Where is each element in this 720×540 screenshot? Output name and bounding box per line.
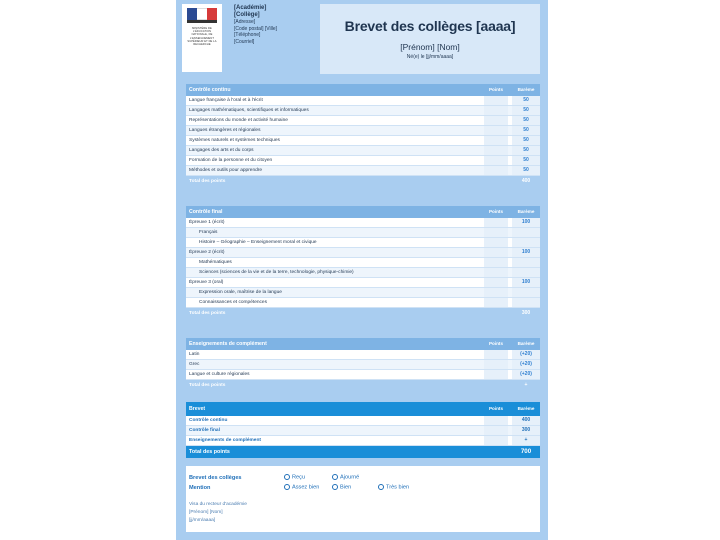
bareme-cell: 50 — [512, 106, 540, 115]
points-cell[interactable] — [484, 126, 508, 135]
row-label: Langues étrangères et régionales — [189, 128, 261, 133]
table-row — [186, 146, 540, 156]
row-label: Connaissances et compétences — [199, 300, 267, 305]
mention-label: Mention — [189, 485, 211, 491]
radio-icon — [378, 484, 384, 490]
row-label: Enseignements de complément — [189, 438, 261, 443]
points-cell[interactable] — [484, 350, 508, 359]
total-label: Total des points — [189, 310, 226, 316]
table-row — [186, 136, 540, 146]
total-row — [186, 446, 540, 458]
table-row — [186, 360, 540, 370]
col-bareme: Barème — [517, 406, 535, 411]
total-bareme: 700 — [520, 448, 532, 455]
bareme-cell: 50 — [512, 96, 540, 105]
bareme-cell — [512, 288, 540, 297]
col-bareme: Barème — [517, 87, 535, 92]
col-points: Points — [488, 406, 504, 411]
table-brevet — [186, 402, 540, 458]
table-row — [186, 238, 540, 248]
points-cell[interactable] — [484, 278, 508, 287]
row-label: Latin — [189, 352, 200, 357]
points-cell[interactable] — [484, 238, 508, 247]
table-header — [186, 206, 540, 218]
row-label: Contrôle final — [189, 428, 220, 433]
points-cell[interactable] — [484, 268, 508, 277]
row-label: Contrôle continu — [189, 418, 228, 423]
academie: [Académie] — [234, 5, 267, 11]
bareme-cell: 100 — [512, 278, 540, 287]
row-label: Méthodes et outils pour apprendre — [189, 168, 263, 173]
bareme-cell — [512, 298, 540, 307]
table-row — [186, 166, 540, 176]
table-row — [186, 258, 540, 268]
report-card-sheet — [176, 0, 548, 540]
row-label: Épreuve 1 (écrit) — [189, 220, 225, 225]
option-label: Bien — [340, 484, 352, 491]
table-row — [186, 156, 540, 166]
visa-label: Visa du recteur d'académie — [189, 502, 247, 507]
table-controle-continu — [186, 84, 540, 186]
adresse: [Adresse] — [234, 19, 256, 26]
table-row — [186, 416, 540, 426]
ville: [Code postal] [Ville] — [234, 25, 277, 32]
total-row — [186, 308, 540, 318]
row-label: Sciences (sciences de la vie et de la terre, technologie, physique-chimie) — [199, 270, 354, 275]
bareme-cell: (+20) — [512, 370, 540, 379]
points-cell[interactable] — [484, 416, 508, 425]
total-label: Total des points — [189, 449, 230, 455]
row-label: Français — [199, 230, 218, 235]
radio-icon — [284, 484, 290, 490]
title-box — [320, 4, 540, 74]
radio-tres-bien[interactable] — [378, 484, 409, 490]
option-label: Assez bien — [292, 484, 320, 491]
col-points: Points — [488, 87, 504, 92]
points-cell[interactable] — [484, 136, 508, 145]
visa-date: [jj/mm/aaaa] — [189, 518, 216, 523]
row-label: Langages des arts et du corps — [189, 148, 254, 153]
bareme-cell: 50 — [512, 116, 540, 125]
row-label: Formation de la personne et du citoyen — [189, 158, 273, 163]
bareme-cell: 100 — [512, 248, 540, 257]
table-row — [186, 436, 540, 446]
table-row — [186, 278, 540, 288]
table-header — [186, 402, 540, 416]
table-row — [186, 268, 540, 278]
points-cell[interactable] — [484, 96, 508, 105]
row-label: Épreuve 3 (oral) — [189, 280, 224, 285]
row-label: Représentations du monde et activité humaine — [189, 118, 288, 123]
row-label: Expression orale, maîtrise de la langue — [199, 290, 282, 295]
radio-ajourne[interactable] — [332, 474, 359, 480]
col-points: Points — [488, 209, 504, 214]
table-controle-final — [186, 206, 540, 318]
points-cell[interactable] — [484, 298, 508, 307]
col-bareme: Barème — [517, 209, 535, 214]
section-title: Contrôle continu — [189, 87, 231, 93]
col-bareme: Barème — [517, 341, 535, 346]
section-title: Brevet — [189, 406, 206, 412]
result-box — [186, 466, 540, 532]
radio-icon — [332, 484, 338, 490]
bareme-cell: (+20) — [512, 350, 540, 359]
ministry-text: MINISTÈRE DE L'ÉDUCATION NATIONALE, DE L'ENSEIGNEMENT SUPÉRIEUR ET DE LA RECHERCHE — [187, 27, 217, 47]
points-cell[interactable] — [484, 116, 508, 125]
bareme-cell: 50 — [512, 156, 540, 165]
bareme-cell — [512, 228, 540, 237]
radio-icon — [332, 474, 338, 480]
points-cell[interactable] — [484, 248, 508, 257]
student-name: [Prénom] [Nom] — [400, 42, 460, 52]
table-row — [186, 126, 540, 136]
bareme-cell: 50 — [512, 136, 540, 145]
row-label: Langue et culture régionales — [189, 372, 250, 377]
marianne-bar — [187, 20, 217, 23]
bareme-cell — [512, 238, 540, 247]
row-label: Grec — [189, 362, 200, 367]
table-row — [186, 426, 540, 436]
ministry-logo — [182, 4, 222, 72]
total-row — [186, 380, 540, 390]
row-label: Langue française à l'oral et à l'écrit — [189, 98, 263, 103]
table-row — [186, 298, 540, 308]
school-info — [234, 5, 314, 45]
bareme-cell — [512, 258, 540, 267]
table-header — [186, 84, 540, 96]
points-cell[interactable] — [484, 106, 508, 115]
courriel: [Courriel] — [234, 38, 255, 45]
option-label: Très bien — [386, 484, 410, 491]
points-cell[interactable] — [484, 146, 508, 155]
bareme-cell: 300 — [512, 426, 540, 435]
table-header — [186, 338, 540, 350]
bareme-cell: 400 — [512, 416, 540, 425]
row-label: Épreuve 2 (écrit) — [189, 250, 225, 255]
table-row — [186, 350, 540, 360]
section-title: Enseignements de complément — [189, 341, 267, 347]
total-bareme: 300 — [521, 310, 531, 316]
points-cell[interactable] — [484, 370, 508, 379]
brevet-label: Brevet des collèges — [189, 475, 242, 481]
total-label: Total des points — [189, 178, 226, 184]
row-label: Mathématiques — [199, 260, 232, 265]
total-bareme: 400 — [521, 178, 531, 184]
bareme-cell — [512, 268, 540, 277]
table-row — [186, 248, 540, 258]
visa-name: [Prénom] [Nom] — [189, 510, 223, 515]
table-row — [186, 370, 540, 380]
radio-assez-bien[interactable] — [284, 484, 319, 490]
points-cell[interactable] — [484, 218, 508, 227]
page-title: Brevet des collèges [aaaa] — [344, 18, 516, 34]
bareme-cell: 100 — [512, 218, 540, 227]
table-complement — [186, 338, 540, 390]
row-label: Systèmes naturels et systèmes techniques — [189, 138, 280, 143]
points-cell[interactable] — [484, 288, 508, 297]
points-cell[interactable] — [484, 258, 508, 267]
total-bareme: + — [524, 382, 528, 388]
points-cell[interactable] — [484, 360, 508, 369]
points-cell[interactable] — [484, 166, 508, 175]
total-row — [186, 176, 540, 186]
radio-icon — [284, 474, 290, 480]
table-row — [186, 96, 540, 106]
points-cell[interactable] — [484, 228, 508, 237]
radio-recu[interactable] — [284, 474, 305, 480]
col-points: Points — [488, 341, 504, 346]
birth-date: Né(e) le [jj/mm/aaaa] — [406, 54, 454, 60]
total-label: Total des points — [189, 382, 226, 388]
telephone: [Téléphone] — [234, 32, 261, 39]
row-label: Histoire – Géographie – Enseignement moral et civique — [199, 240, 317, 245]
option-label: Reçu — [292, 474, 306, 481]
points-cell[interactable] — [484, 426, 508, 435]
table-row — [186, 106, 540, 116]
table-row — [186, 288, 540, 298]
bareme-cell: + — [512, 436, 540, 445]
french-flag-icon — [187, 8, 217, 20]
points-cell[interactable] — [484, 436, 508, 445]
bareme-cell: 50 — [512, 126, 540, 135]
college: [Collège] — [234, 12, 260, 19]
option-label: Ajourné — [340, 474, 360, 481]
bareme-cell: (+20) — [512, 360, 540, 369]
table-row — [186, 228, 540, 238]
table-row — [186, 116, 540, 126]
table-row — [186, 218, 540, 228]
row-label: Langages mathématiques, scientifiques et informatiques — [189, 108, 309, 113]
bareme-cell: 50 — [512, 166, 540, 175]
bareme-cell: 50 — [512, 146, 540, 155]
radio-bien[interactable] — [332, 484, 351, 490]
points-cell[interactable] — [484, 156, 508, 165]
section-title: Contrôle final — [189, 209, 223, 215]
